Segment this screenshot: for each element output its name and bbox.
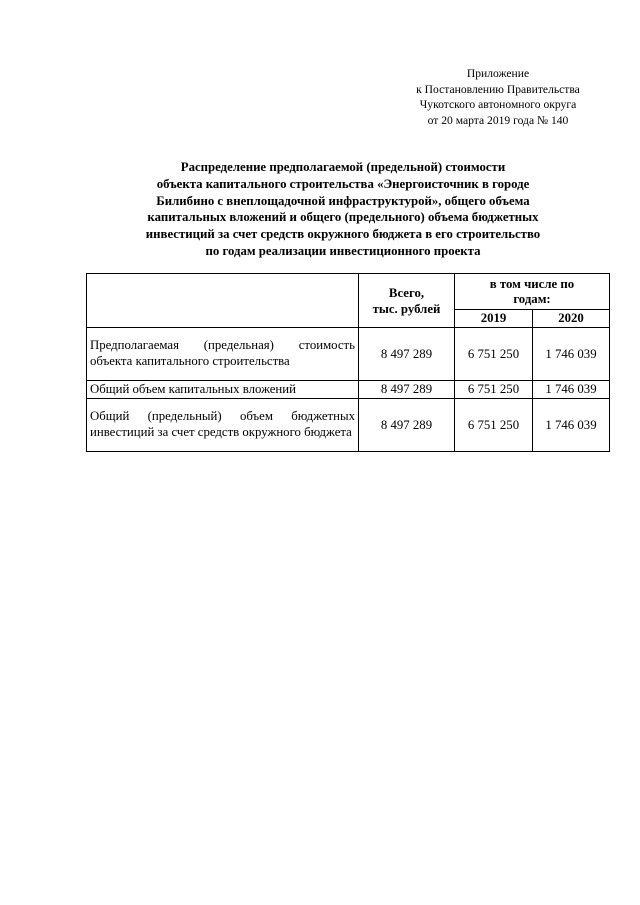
row-total-value: 8 497 289 xyxy=(359,399,455,452)
header-year-2019: 2019 xyxy=(455,310,533,328)
row-2019-value: 6 751 250 xyxy=(455,399,533,452)
row-2019-value: 6 751 250 xyxy=(455,381,533,399)
table-row xyxy=(87,399,610,452)
appendix-block xyxy=(380,66,616,128)
header-including-cell xyxy=(455,274,610,310)
row-2020-value: 1 746 039 xyxy=(533,328,610,381)
table-row xyxy=(87,328,610,381)
title-line: по годам реализации инвестиционного проекта xyxy=(205,243,481,258)
row-label: Общий объем капитальных вложений xyxy=(87,381,359,399)
appendix-line: Приложение xyxy=(466,67,530,80)
row-2019-value: 6 751 250 xyxy=(455,328,533,381)
budget-table xyxy=(86,273,610,452)
title-line: инвестиций за счет средств окружного бюджета в его строительство xyxy=(145,227,541,242)
header-total-line: Всего, xyxy=(388,285,425,300)
row-total-value: 8 497 289 xyxy=(359,328,455,381)
row-label: Предполагаемая (предельная) стоимость объекта капитального строительства xyxy=(87,328,359,381)
header-including-line: в том числе по xyxy=(489,276,575,291)
row-2020-value: 1 746 039 xyxy=(533,399,610,452)
title-line: Билибино с внеплощадочной инфраструктурой», общего объема xyxy=(156,193,530,208)
appendix-line: Чукотского автономного округа xyxy=(419,98,577,112)
appendix-line: от 20 марта 2019 года № 140 xyxy=(427,113,569,127)
header-total-cell xyxy=(359,274,455,328)
document-title xyxy=(84,159,602,260)
table-row xyxy=(87,381,610,399)
title-line: капитальных вложений и общего (предельного) объема бюджетных xyxy=(147,210,539,225)
row-2020-value: 1 746 039 xyxy=(533,381,610,399)
header-including-line: годам: xyxy=(513,291,551,306)
row-label: Общий (предельный) объем бюджетных инвестиций за счет средств окружного бюджета xyxy=(87,399,359,452)
title-line: объекта капитального строительства «Энергоисточник в городе xyxy=(156,176,530,191)
appendix-line: к Постановлению Правительства xyxy=(416,82,580,96)
header-total-unit: тыс. рублей xyxy=(372,301,441,316)
header-year-2020: 2020 xyxy=(533,310,610,328)
table-header-row xyxy=(87,274,610,310)
row-total-value: 8 497 289 xyxy=(359,381,455,399)
title-line: Распределение предполагаемой (предельной) стоимости xyxy=(180,160,506,174)
header-empty-cell xyxy=(87,274,359,328)
